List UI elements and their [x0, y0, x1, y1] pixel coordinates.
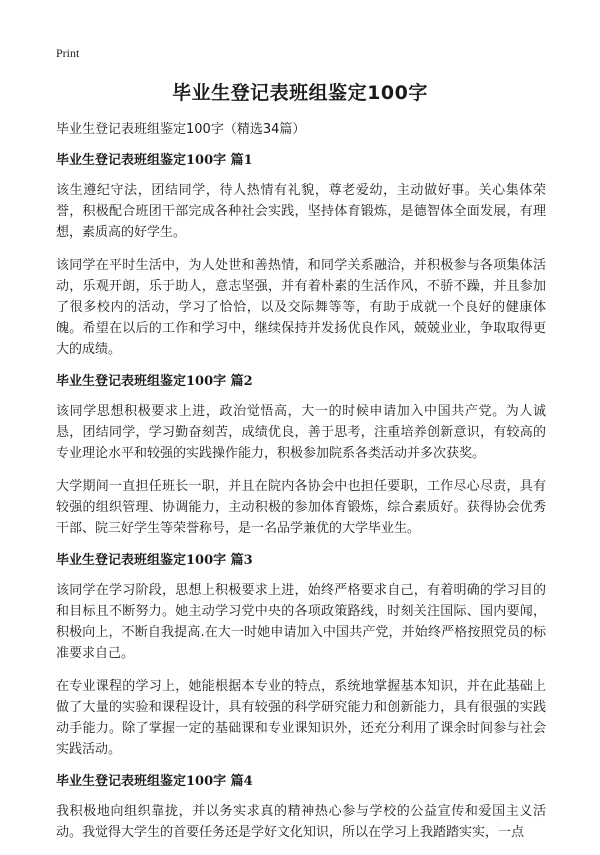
paragraph: 我积极地向组织靠拢，并以务实求真的精神热心参与学校的公益宣传和爱国主义活动。我觉得大学生的首要任务还是学好文化知识，所以在学习上我踏踏实实，一点 [56, 804, 546, 840]
document-subtitle: 毕业生登记表班组鉴定100字（精选34篇） [56, 122, 306, 137]
paragraph: 该同学在学习阶段，思想上积极要求上进，始终严格要求自己，有着明确的学习目的和目标且不断努力。她主动学习党中央的各项政策路线，时刻关注国际、国内要闻，积极向上，不断自我提高.在大一时她申请加入中国共产党，并始终严格按照党员的标准要求自己。 [56, 583, 546, 661]
section-heading: 毕业生登记表班组鉴定100字 篇4 [56, 774, 253, 789]
paragraph: 该同学思想积极要求上进，政治觉悟高，大一的时候申请加入中国共产党。为人诚恳，团结同学，学习勤奋刻苦，成绩优良，善于思考，注重培养创新意识，有较高的专业理论水平和较强的实践操作能力，积极参加院系各类活动并多次获奖。 [56, 404, 546, 461]
section-2 [56, 372, 546, 539]
paragraph: 该同学在平时生活中，为人处世和善热情，和同学关系融洽，并积极参与各项集体活动，乐观开朗，乐于助人，意志坚强，并有着朴素的生活作风，不骄不躁，并且参加了很多校内的活动，学习了恰恰，以及交际舞等等，有助于成就一个良好的健康体魄。希望在以后的工作和学习中，继续保持并发扬优良作风，兢兢业业，争取取得更大的成绩。 [56, 258, 546, 357]
section-1 [56, 151, 546, 360]
section-3 [56, 551, 546, 760]
section-4 [56, 772, 546, 843]
section-heading: 毕业生登记表班组鉴定100字 篇3 [56, 553, 253, 568]
paragraph: 大学期间一直担任班长一职，并且在院内各协会中也担任要职，工作尽心尽责，具有较强的组织管理、协调能力，主动积极的参加体育锻炼，综合素质好。获得协会优秀干部、院三好学生等荣誉称号，是一名品学兼优的大学毕业生。 [56, 479, 546, 536]
paragraph: 该生遵纪守法，团结同学，待人热情有礼貌，尊老爱幼，主动做好事。关心集体荣誉，积极配合班团干部完成各种社会实践，坚持体育锻炼，是德智体全面发展，有理想，素质高的好学生。 [56, 183, 546, 240]
document-body [56, 120, 546, 855]
page-title: 毕业生登记表班组鉴定100字 [172, 82, 428, 104]
section-heading: 毕业生登记表班组鉴定100字 篇1 [56, 153, 253, 168]
section-heading: 毕业生登记表班组鉴定100字 篇2 [56, 374, 253, 389]
paragraph: 在专业课程的学习上，她能根据本专业的特点，系统地掌握基本知识，并在此基础上做了大量的实验和课程设计，具有较强的科学研究能力和创新能力，具有很强的实践动手能力。除了掌握一定的基础课和专业课知识外，还充分利用了课余时间参与社会实践活动。 [56, 679, 546, 757]
print-link[interactable]: Print [56, 46, 80, 60]
